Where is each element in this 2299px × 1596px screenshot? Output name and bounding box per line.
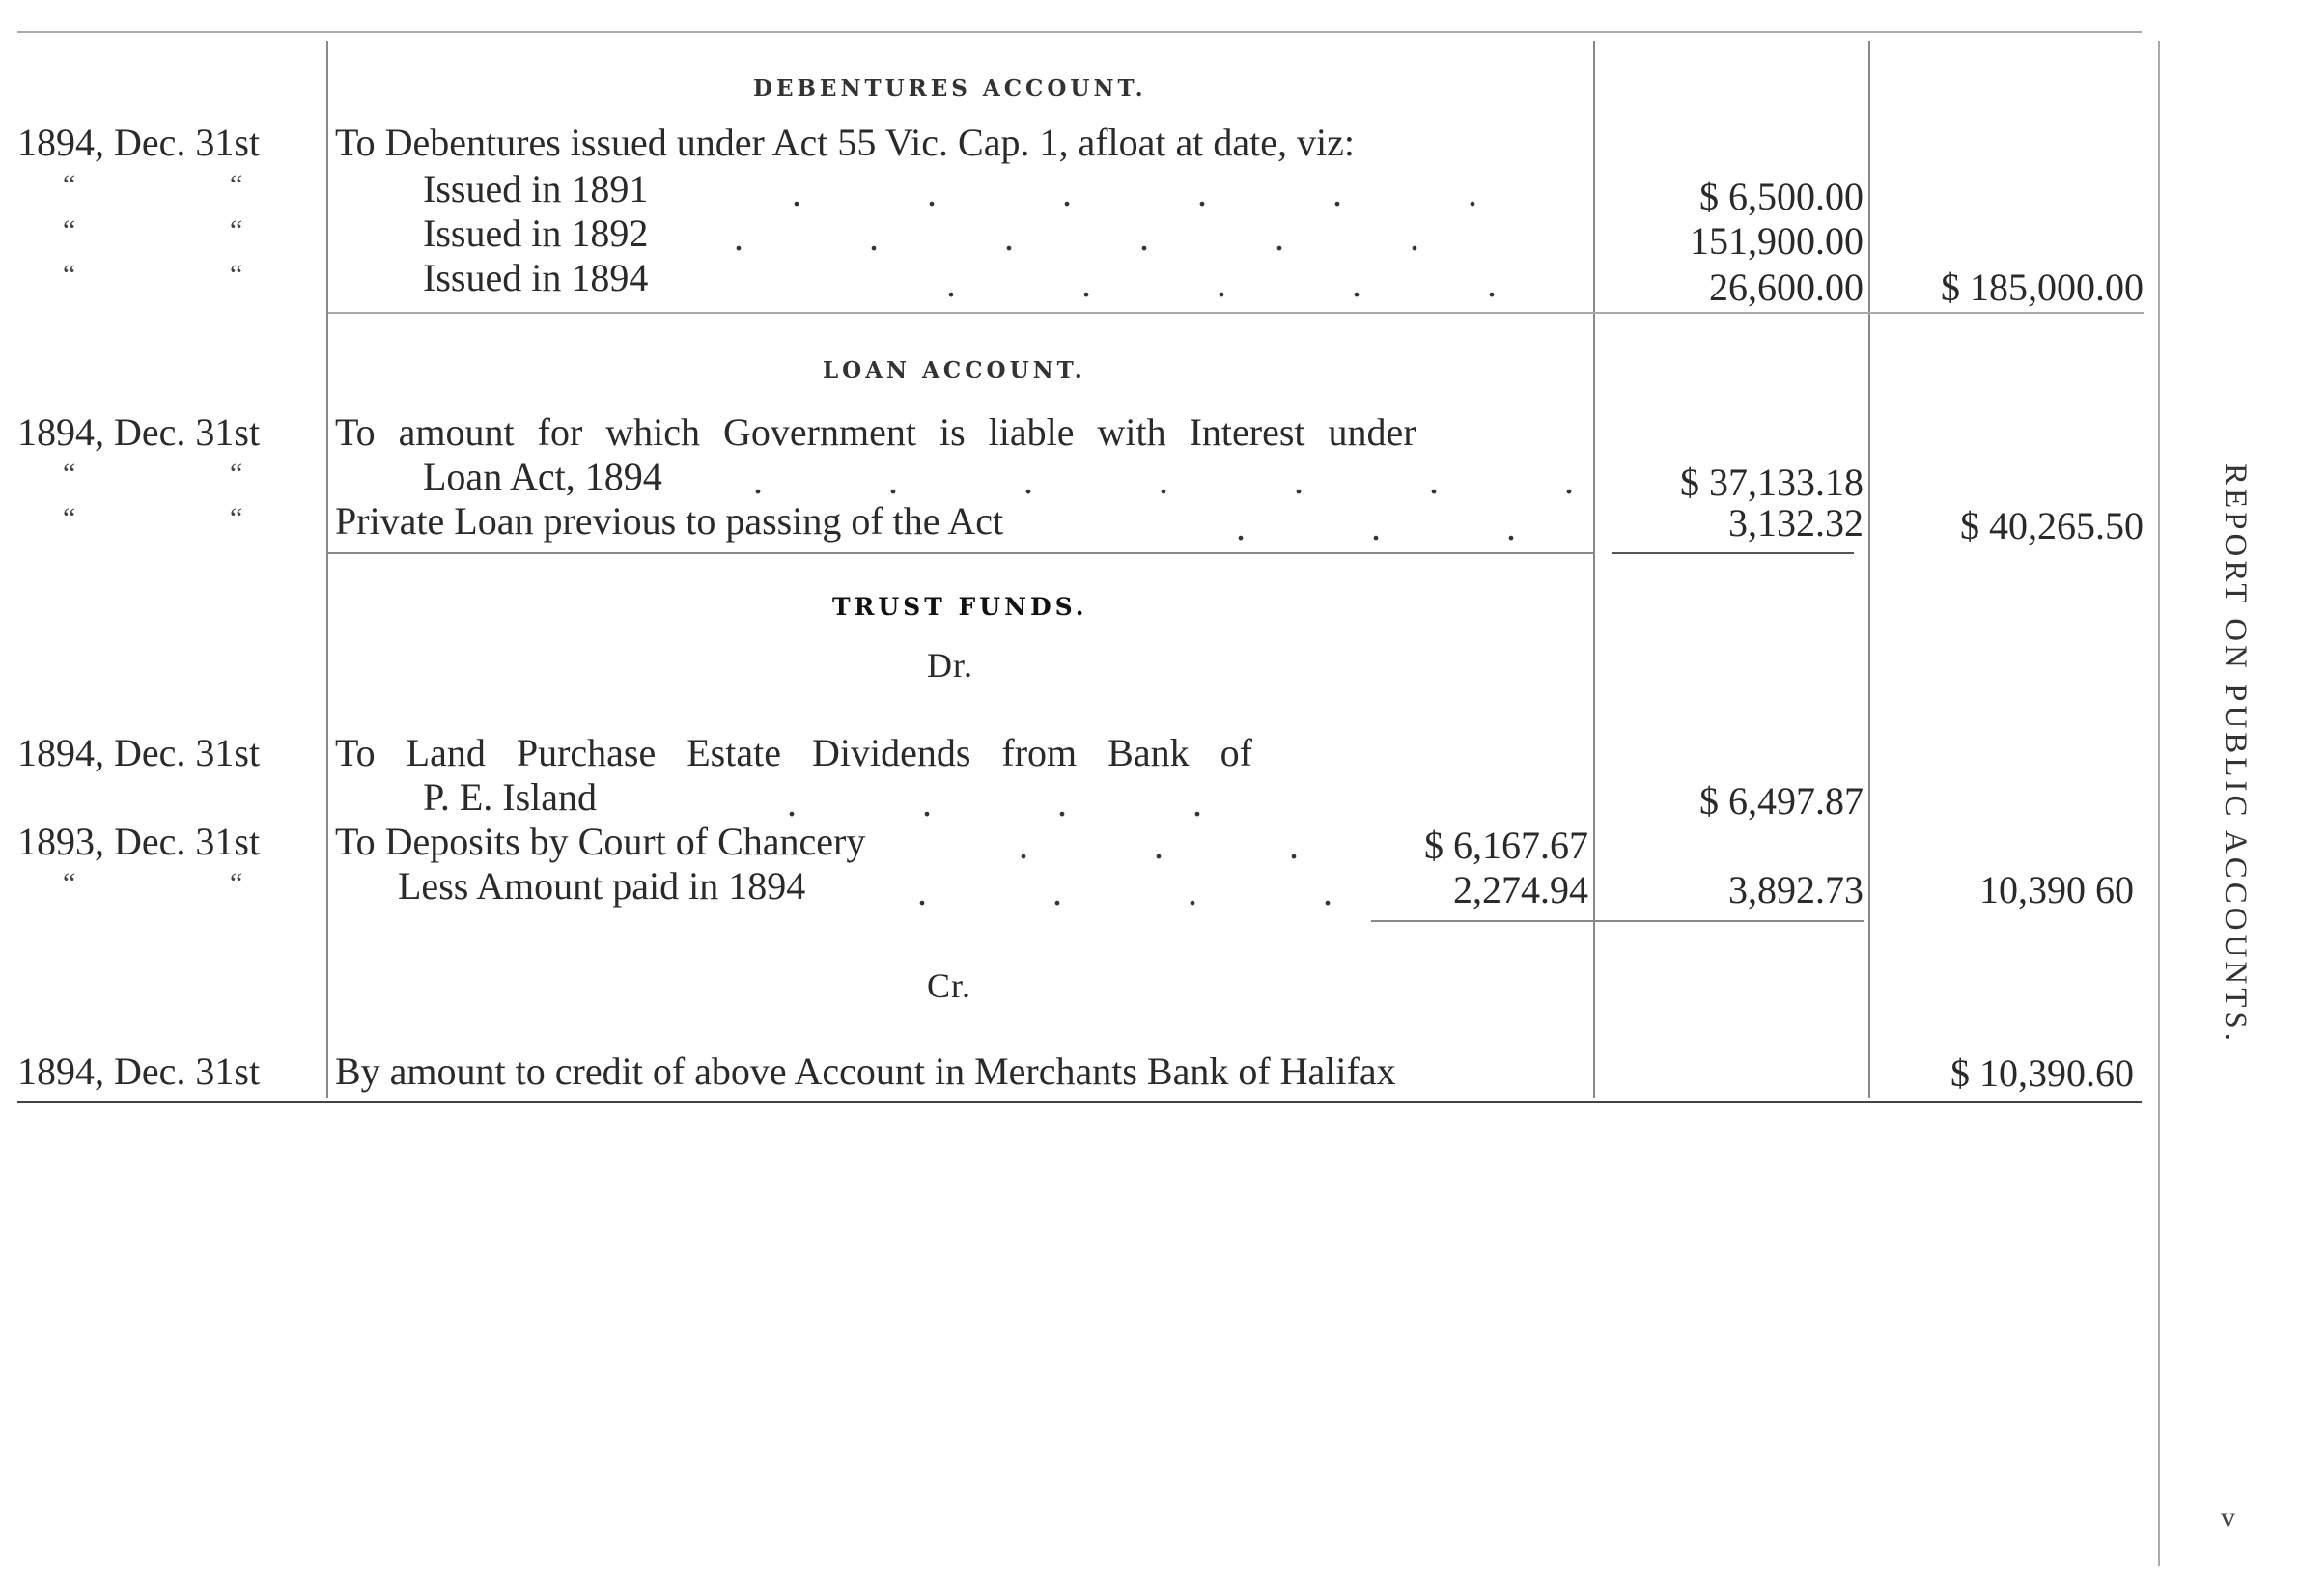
pe-island: P. E. Island (423, 775, 597, 819)
less-amount-sub: 2,274.94 (1453, 868, 1588, 911)
leader-dots: . . . . (787, 781, 1202, 825)
page-number: v (2221, 1501, 2235, 1533)
leader-dots: . . . (1236, 505, 1516, 548)
leader-dots: . . . . . . . (753, 459, 1574, 502)
chancery-description: To Deposits by Court of Chancery (335, 820, 866, 863)
ditto-mark: “ (63, 214, 78, 246)
ditto-mark: “ (63, 259, 78, 291)
debentures-total: $ 185,000.00 (1941, 266, 2144, 309)
trust-date-2: 1893, Dec. 31st (17, 820, 261, 863)
leader-dots: . . . . . (946, 262, 1497, 305)
column-rule-description (326, 41, 328, 1098)
debentures-description: To Debentures issued under Act 55 Vic. Cap. 1, afloat at date, viz: (335, 121, 1355, 164)
rule-under-loan-amount (1612, 552, 1854, 554)
column-rule-right (2158, 41, 2160, 1566)
running-head: REPORT ON PUBLIC ACCOUNTS. (2218, 463, 2253, 1045)
bottom-rule (17, 1101, 2142, 1103)
debentures-heading: DEBENTURES ACCOUNT. (753, 75, 1147, 101)
ditto-mark: “ (63, 458, 78, 490)
debentures-issue-1892: Issued in 1892 (423, 211, 649, 255)
ditto-mark: “ (230, 214, 245, 246)
loan-act-1894: Loan Act, 1894 (423, 455, 662, 498)
land-purchase-amount: $ 6,497.87 (1699, 779, 1864, 823)
column-rule-total (1868, 41, 1870, 1098)
column-rule-amount (1593, 41, 1595, 1098)
leader-dots: . . . . (917, 870, 1332, 913)
rule-after-debentures (328, 312, 2144, 314)
top-rule (17, 31, 2142, 33)
debentures-amount-1892: 151,900.00 (1690, 219, 1864, 263)
debit-label: Dr. (927, 646, 973, 685)
private-loan-amount: 3,132.32 (1728, 501, 1864, 545)
trust-date-1: 1894, Dec. 31st (17, 731, 261, 774)
loan-description: To amount for which Government is liable with Interest under (335, 410, 1416, 454)
debentures-amount-1891: $ 6,500.00 (1699, 175, 1864, 218)
ditto-mark: “ (230, 867, 245, 899)
trust-heading: TRUST FUNDS. (832, 593, 1088, 621)
rule-under-trust-sub (1371, 920, 1864, 922)
chancery-sub-amount: $ 6,167.67 (1424, 824, 1588, 867)
credit-label: Cr. (927, 966, 972, 1005)
ditto-mark: “ (230, 259, 245, 291)
private-loan-description: Private Loan previous to passing of the Act (335, 499, 1004, 543)
debentures-date: 1894, Dec. 31st (17, 121, 261, 164)
debentures-issue-1891: Issued in 1891 (423, 167, 649, 210)
chancery-net-amount: 3,892.73 (1728, 868, 1864, 911)
trust-date-3: 1894, Dec. 31st (17, 1050, 261, 1093)
halifax-credit-description: By amount to credit of above Account in Merchants Bank of Halifax (335, 1050, 1396, 1093)
trust-credit-total: $ 10,390.60 (1950, 1051, 2134, 1095)
land-purchase-description: To Land Purchase Estate Dividends from Bank of (335, 731, 1252, 774)
ditto-mark: “ (63, 867, 78, 899)
debentures-issue-1894: Issued in 1894 (423, 256, 649, 299)
leader-dots: . . . (1019, 824, 1299, 867)
trust-debit-total: 10,390 60 (1979, 868, 2134, 911)
loan-total: $ 40,265.50 (1960, 504, 2144, 547)
ditto-mark: “ (230, 458, 245, 490)
rule-after-loan (328, 552, 1593, 554)
ditto-mark: “ (63, 502, 78, 534)
loan-heading: LOAN ACCOUNT. (823, 357, 1086, 383)
loan-date: 1894, Dec. 31st (17, 410, 261, 454)
ditto-mark: “ (230, 502, 245, 534)
ditto-mark: “ (230, 169, 245, 201)
less-amount-description: Less Amount paid in 1894 (398, 864, 806, 908)
debentures-amount-1894: 26,600.00 (1709, 266, 1864, 309)
loan-act-amount: $ 37,133.18 (1680, 461, 1864, 504)
leader-dots: . . . . . . (734, 215, 1419, 259)
ditto-mark: “ (63, 169, 78, 201)
leader-dots: . . . . . . (792, 171, 1477, 214)
